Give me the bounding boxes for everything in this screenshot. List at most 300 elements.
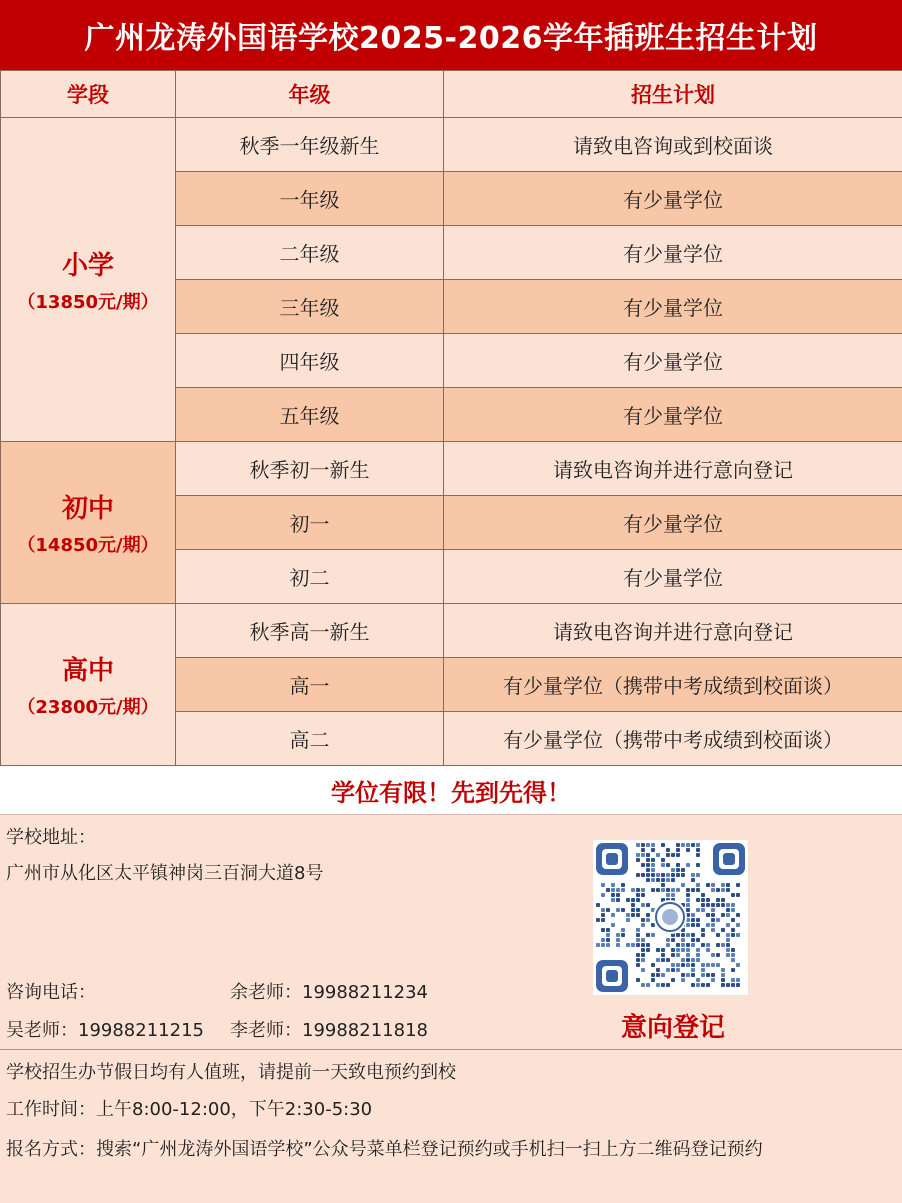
- qr-module: [661, 948, 665, 952]
- qr-module: [661, 983, 665, 987]
- qr-module: [626, 943, 630, 947]
- qr-module: [696, 873, 700, 877]
- qr-module: [701, 928, 705, 932]
- qr-module: [726, 913, 730, 917]
- qr-module: [696, 853, 700, 857]
- qr-module: [661, 958, 665, 962]
- qr-module: [641, 948, 645, 952]
- qr-module: [711, 883, 715, 887]
- qr-module: [666, 848, 670, 852]
- plan-cell: 有少量学位: [444, 550, 902, 604]
- qr-module: [646, 948, 650, 952]
- qr-module: [676, 948, 680, 952]
- qr-module: [611, 883, 615, 887]
- stage-fee: （13850元/期）: [17, 292, 159, 313]
- qr-module: [641, 943, 645, 947]
- plan-cell: 有少量学位: [444, 388, 902, 442]
- qr-module: [681, 963, 685, 967]
- qr-module: [661, 863, 665, 867]
- qr-module: [691, 873, 695, 877]
- qr-module: [676, 963, 680, 967]
- qr-module: [696, 948, 700, 952]
- qr-module: [731, 908, 735, 912]
- qr-module: [616, 943, 620, 947]
- grade-cell: 高一: [176, 658, 444, 712]
- stage-cell-middle: [1, 442, 176, 604]
- qr-module: [726, 983, 730, 987]
- qr-module: [706, 923, 710, 927]
- qr-module: [636, 963, 640, 967]
- qr-module: [656, 973, 660, 977]
- qr-module: [621, 928, 625, 932]
- qr-module: [686, 848, 690, 852]
- qr-module: [606, 928, 610, 932]
- qr-module: [641, 923, 645, 927]
- qr-module: [636, 888, 640, 892]
- qr-module: [651, 868, 655, 872]
- qr-module: [666, 873, 670, 877]
- qr-module: [706, 963, 710, 967]
- qr-module: [666, 878, 670, 882]
- qr-module: [676, 843, 680, 847]
- qr-module: [666, 938, 670, 942]
- qr-module: [616, 933, 620, 937]
- plan-cell: 有少量学位（携带中考成绩到校面谈）: [444, 658, 902, 712]
- qr-module: [686, 863, 690, 867]
- qr-module: [646, 918, 650, 922]
- qr-module: [666, 863, 670, 867]
- qr-module: [636, 893, 640, 897]
- qr-module: [676, 888, 680, 892]
- qr-module: [696, 908, 700, 912]
- teacher-li-phone[interactable]: 李老师：19988211818: [230, 1020, 428, 1041]
- qr-module: [721, 928, 725, 932]
- grade-cell: 高二: [176, 712, 444, 766]
- qr-module: [631, 888, 635, 892]
- qr-module: [681, 943, 685, 947]
- qr-module: [721, 913, 725, 917]
- qr-module: [681, 938, 685, 942]
- qr-module: [636, 938, 640, 942]
- qr-module: [636, 953, 640, 957]
- qr-module: [661, 858, 665, 862]
- plan-cell: 有少量学位（携带中考成绩到校面谈）: [444, 712, 902, 766]
- qr-module: [676, 853, 680, 857]
- plan-cell: 请致电咨询并进行意向登记: [444, 604, 902, 658]
- qr-module: [601, 908, 605, 912]
- qr-module: [731, 968, 735, 972]
- plan-cell: 有少量学位: [444, 334, 902, 388]
- qr-module: [656, 853, 660, 857]
- qr-module: [611, 888, 615, 892]
- stage-name: 初中: [61, 494, 114, 524]
- qr-module: [696, 978, 700, 982]
- qr-module: [656, 873, 660, 877]
- qr-module: [716, 943, 720, 947]
- qr-module: [731, 933, 735, 937]
- qr-module: [691, 913, 695, 917]
- qr-module: [731, 983, 735, 987]
- qr-module: [671, 963, 675, 967]
- registration-qr-code[interactable]: [593, 840, 748, 995]
- qr-module: [686, 898, 690, 902]
- qr-module: [646, 933, 650, 937]
- qr-module: [641, 938, 645, 942]
- qr-caption: 意向登记: [620, 1013, 725, 1043]
- qr-module: [726, 903, 730, 907]
- qr-module: [681, 948, 685, 952]
- qr-module: [606, 888, 610, 892]
- qr-module: [701, 903, 705, 907]
- qr-module: [661, 873, 665, 877]
- qr-module: [681, 973, 685, 977]
- plan-cell: 有少量学位: [444, 172, 902, 226]
- plan-cell: 有少量学位: [444, 226, 902, 280]
- qr-module: [716, 933, 720, 937]
- qr-module: [636, 853, 640, 857]
- qr-module: [686, 958, 690, 962]
- grade-cell: 秋季高一新生: [176, 604, 444, 658]
- qr-module: [716, 963, 720, 967]
- qr-module: [651, 873, 655, 877]
- qr-module: [686, 953, 690, 957]
- qr-module: [631, 898, 635, 902]
- qr-module: [621, 933, 625, 937]
- teacher-yu-phone[interactable]: 余老师：19988211234: [230, 982, 428, 1003]
- qr-module: [686, 888, 690, 892]
- stage-fee: （14850元/期）: [17, 535, 159, 556]
- qr-module: [661, 843, 665, 847]
- qr-module: [631, 943, 635, 947]
- qr-module: [736, 913, 740, 917]
- qr-module: [646, 983, 650, 987]
- qr-module: [691, 973, 695, 977]
- qr-module: [651, 843, 655, 847]
- qr-module: [701, 893, 705, 897]
- qr-module: [646, 868, 650, 872]
- qr-module: [596, 903, 600, 907]
- qr-module: [696, 883, 700, 887]
- qr-module: [626, 918, 630, 922]
- qr-module: [601, 883, 605, 887]
- qr-module: [666, 958, 670, 962]
- qr-module: [651, 848, 655, 852]
- qr-module: [731, 903, 735, 907]
- qr-module: [691, 968, 695, 972]
- qr-module: [651, 973, 655, 977]
- qr-module: [671, 948, 675, 952]
- qr-module: [711, 918, 715, 922]
- qr-module: [691, 958, 695, 962]
- qr-module: [646, 863, 650, 867]
- qr-module: [706, 983, 710, 987]
- qr-module: [651, 878, 655, 882]
- qr-module: [691, 938, 695, 942]
- qr-module: [691, 878, 695, 882]
- qr-module: [696, 923, 700, 927]
- qr-module: [686, 963, 690, 967]
- qr-module: [676, 953, 680, 957]
- qr-module: [606, 908, 610, 912]
- qr-module: [611, 913, 615, 917]
- qr-module: [696, 918, 700, 922]
- qr-module: [651, 863, 655, 867]
- qr-module: [676, 968, 680, 972]
- header-grade: 年级: [176, 71, 444, 118]
- qr-module: [691, 923, 695, 927]
- qr-module: [616, 898, 620, 902]
- qr-module: [641, 903, 645, 907]
- qr-module: [726, 953, 730, 957]
- qr-code-icon: [593, 840, 748, 995]
- qr-module: [731, 928, 735, 932]
- qr-module: [706, 898, 710, 902]
- qr-module: [736, 893, 740, 897]
- qr-module: [676, 868, 680, 872]
- qr-module: [731, 893, 735, 897]
- qr-module: [616, 888, 620, 892]
- qr-module: [736, 923, 740, 927]
- phone-label: 咨询电话：: [6, 982, 96, 1003]
- qr-module: [701, 933, 705, 937]
- qr-module: [691, 888, 695, 892]
- qr-module: [671, 938, 675, 942]
- qr-module: [666, 893, 670, 897]
- qr-module: [681, 873, 685, 877]
- qr-module: [711, 953, 715, 957]
- qr-module: [711, 903, 715, 907]
- qr-module: [601, 913, 605, 917]
- qr-module: [656, 878, 660, 882]
- qr-module: [696, 863, 700, 867]
- qr-module: [661, 973, 665, 977]
- school-logo-icon: [653, 900, 687, 934]
- qr-module: [636, 928, 640, 932]
- qr-module: [691, 918, 695, 922]
- qr-module: [686, 948, 690, 952]
- qr-module: [676, 863, 680, 867]
- qr-module: [681, 883, 685, 887]
- qr-module: [671, 853, 675, 857]
- qr-module: [696, 888, 700, 892]
- grade-cell: 秋季初一新生: [176, 442, 444, 496]
- qr-module: [736, 978, 740, 982]
- qr-module: [711, 913, 715, 917]
- qr-module: [721, 898, 725, 902]
- qr-module: [726, 948, 730, 952]
- stage-cell-primary: [1, 118, 176, 442]
- qr-module: [691, 943, 695, 947]
- holiday-note: 学校招生办节假日均有人值班，请提前一天致电预约到校: [6, 1062, 456, 1083]
- grade-cell: 初二: [176, 550, 444, 604]
- qr-module: [631, 908, 635, 912]
- qr-module: [691, 843, 695, 847]
- qr-module: [636, 933, 640, 937]
- qr-module: [721, 978, 725, 982]
- qr-module: [641, 983, 645, 987]
- qr-module: [686, 933, 690, 937]
- grade-cell: 秋季一年级新生: [176, 118, 444, 172]
- qr-module: [641, 958, 645, 962]
- qr-module: [636, 843, 640, 847]
- qr-module: [726, 938, 730, 942]
- qr-module: [611, 923, 615, 927]
- qr-module: [616, 893, 620, 897]
- qr-module: [721, 983, 725, 987]
- grade-cell: 一年级: [176, 172, 444, 226]
- qr-module: [641, 848, 645, 852]
- qr-module: [666, 853, 670, 857]
- qr-module: [696, 843, 700, 847]
- qr-module: [616, 908, 620, 912]
- qr-module: [646, 943, 650, 947]
- qr-module: [661, 878, 665, 882]
- grade-cell: 四年级: [176, 334, 444, 388]
- qr-module: [706, 883, 710, 887]
- qr-module: [696, 983, 700, 987]
- plan-cell: 有少量学位: [444, 280, 902, 334]
- qr-module: [701, 983, 705, 987]
- qr-module: [666, 968, 670, 972]
- qr-module: [676, 943, 680, 947]
- qr-module: [681, 978, 685, 982]
- qr-module: [641, 843, 645, 847]
- qr-module: [631, 913, 635, 917]
- qr-module: [736, 883, 740, 887]
- qr-module: [721, 943, 725, 947]
- qr-module: [636, 873, 640, 877]
- qr-module: [721, 973, 725, 977]
- qr-module: [611, 893, 615, 897]
- qr-module: [671, 893, 675, 897]
- qr-module: [601, 918, 605, 922]
- qr-module: [701, 898, 705, 902]
- qr-module: [686, 903, 690, 907]
- stage-cell-high: [1, 604, 176, 766]
- qr-module: [646, 913, 650, 917]
- qr-module: [676, 933, 680, 937]
- qr-module: [731, 978, 735, 982]
- plan-cell: 请致电咨询并进行意向登记: [444, 442, 902, 496]
- qr-module: [686, 943, 690, 947]
- qr-module: [626, 898, 630, 902]
- qr-module: [721, 888, 725, 892]
- address-label: 学校地址：: [6, 827, 96, 848]
- qr-module: [711, 928, 715, 932]
- qr-module: [726, 908, 730, 912]
- qr-module: [606, 933, 610, 937]
- qr-module: [641, 863, 645, 867]
- qr-module: [606, 938, 610, 942]
- qr-module: [641, 893, 645, 897]
- table-row: [1, 442, 902, 496]
- qr-module: [601, 893, 605, 897]
- plan-cell: 有少量学位: [444, 496, 902, 550]
- stage-name: 高中: [61, 656, 114, 686]
- qr-module: [651, 978, 655, 982]
- qr-module: [636, 908, 640, 912]
- qr-module: [716, 953, 720, 957]
- qr-module: [641, 918, 645, 922]
- qr-module: [706, 943, 710, 947]
- qr-module: [701, 963, 705, 967]
- qr-module: [666, 888, 670, 892]
- contact-section: [0, 815, 902, 1050]
- qr-module: [641, 968, 645, 972]
- qr-module: [686, 973, 690, 977]
- qr-module: [671, 873, 675, 877]
- qr-module: [596, 918, 600, 922]
- qr-module: [651, 933, 655, 937]
- qr-module: [711, 973, 715, 977]
- qr-module: [691, 983, 695, 987]
- qr-module: [636, 913, 640, 917]
- qr-module: [651, 963, 655, 967]
- qr-module: [696, 958, 700, 962]
- qr-module: [661, 883, 665, 887]
- qr-module: [671, 878, 675, 882]
- qr-module: [706, 903, 710, 907]
- qr-module: [681, 958, 685, 962]
- table-row: [1, 118, 902, 172]
- qr-module: [656, 983, 660, 987]
- qr-module: [656, 958, 660, 962]
- office-hours: 工作时间：上午8:00-12:00，下午2:30-5:30: [6, 1099, 373, 1120]
- qr-module: [736, 963, 740, 967]
- qr-module: [661, 888, 665, 892]
- qr-module: [626, 913, 630, 917]
- qr-module: [701, 973, 705, 977]
- qr-module: [686, 893, 690, 897]
- qr-module: [646, 903, 650, 907]
- qr-module: [671, 968, 675, 972]
- qr-module: [601, 938, 605, 942]
- qr-module: [736, 933, 740, 937]
- qr-module: [651, 858, 655, 862]
- stage-fee: （23800元/期）: [17, 697, 159, 718]
- qr-module: [671, 978, 675, 982]
- qr-module: [686, 923, 690, 927]
- qr-module: [666, 943, 670, 947]
- notes-section: [0, 1050, 902, 1203]
- qr-module: [716, 903, 720, 907]
- qr-module: [646, 878, 650, 882]
- qr-finder-top-right: [713, 843, 745, 875]
- qr-module: [641, 953, 645, 957]
- qr-module: [616, 938, 620, 942]
- qr-module: [726, 888, 730, 892]
- qr-module: [676, 873, 680, 877]
- qr-module: [711, 978, 715, 982]
- qr-module: [641, 873, 645, 877]
- qr-module: [721, 903, 725, 907]
- qr-module: [671, 868, 675, 872]
- table-row: [1, 604, 902, 658]
- qr-module: [711, 963, 715, 967]
- grade-cell: 三年级: [176, 280, 444, 334]
- qr-module: [716, 918, 720, 922]
- qr-module: [681, 843, 685, 847]
- table-header-row: [1, 71, 902, 118]
- qr-module: [636, 898, 640, 902]
- qr-module: [711, 908, 715, 912]
- teacher-wu-phone[interactable]: 吴老师：19988211215: [6, 1020, 204, 1041]
- header-stage: 学段: [1, 71, 176, 118]
- qr-module: [636, 978, 640, 982]
- qr-module: [731, 958, 735, 962]
- qr-module: [716, 888, 720, 892]
- qr-module: [656, 948, 660, 952]
